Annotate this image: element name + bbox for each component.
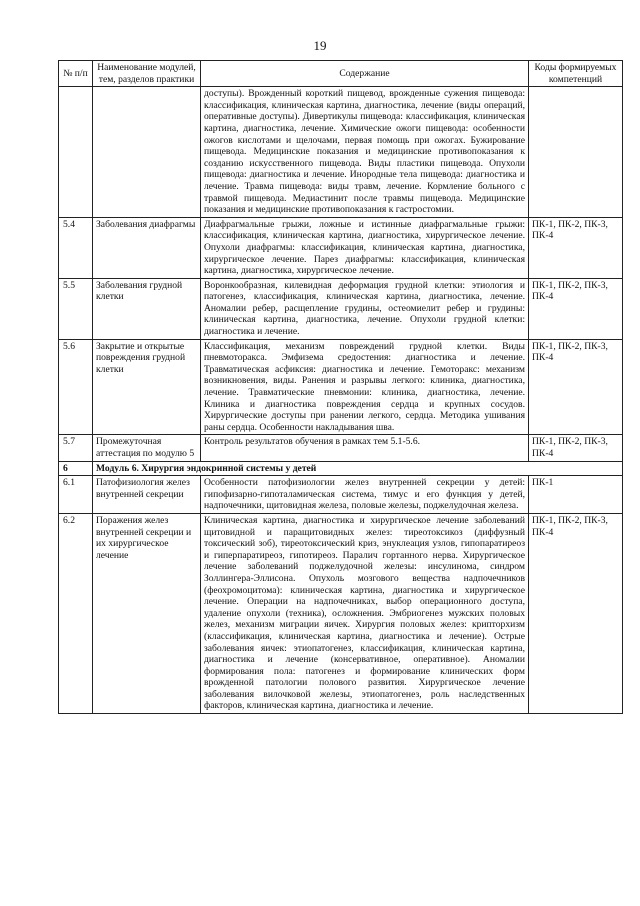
topic-name: Поражения желез внутренней секреции и их хирургическое лечение: [93, 513, 201, 713]
competence-codes: ПК-1, ПК-2, ПК-3, ПК-4: [529, 217, 623, 278]
topic-content: доступы). Врожденный короткий пищевод, врожденные сужения пищевода: классификация, клиническая картина, диагностика, лечение (виды операций, оперативные доступы). Дивертикулы пищевода: классификация, клиническая картина, диагностика, лечение. Химические ожоги пищевода: особенности ожогов кислотами и щелочами, первая помощь при ожогах. Бужирование пищевода. Медицинские показания и медицинские противопоказания к созданию искусственного пищевода. Виды пластики пищевода. Опухоли пищевода: диагностика и лечение. Инородные тела пищевода: диагностика и лечение. Травма пищевода: виды травм, лечение. Кормление больного с травмой пищевода. Медиастинит после травмы пищевода. Медицинские показания и медицинские противопоказания к гастростомии.: [201, 87, 529, 218]
table-row: [59, 339, 623, 435]
topic-num: [59, 87, 93, 218]
topic-name: Патофизиология желез внутренней секреции: [93, 476, 201, 514]
module-title: Модуль 6. Хирургия эндокринной системы у детей: [93, 461, 623, 476]
topic-num: 5.5: [59, 278, 93, 339]
header-codes: Коды формируемых компетенций: [529, 61, 623, 87]
table-row: [59, 278, 623, 339]
header-num: № п/п: [59, 61, 93, 87]
competence-codes: ПК-1, ПК-2, ПК-3, ПК-4: [529, 435, 623, 461]
module-row: [59, 461, 623, 476]
topic-name: Закрытие и открытые повреждения грудной клетки: [93, 339, 201, 435]
competence-codes: ПК-1, ПК-2, ПК-3, ПК-4: [529, 513, 623, 713]
competence-codes: ПК-1: [529, 476, 623, 514]
competence-codes: ПК-1, ПК-2, ПК-3, ПК-4: [529, 339, 623, 435]
header-name: Наименование модулей, тем, разделов практики: [93, 61, 201, 87]
topic-num: 5.4: [59, 217, 93, 278]
topic-name: [93, 87, 201, 218]
topic-num: 6.1: [59, 476, 93, 514]
table-row: [59, 217, 623, 278]
topic-num: 6.2: [59, 513, 93, 713]
table-row: [59, 435, 623, 461]
topic-content: Диафрагмальные грыжи, ложные и истинные диафрагмальные грыжи: классификация, клиническая картина, диагностика, хирургическое лечение. Опухоли диафрагмы: классификация, клиническая картина, диагностика, хирургическое лечение. Парез диафрагмы: классификация, клиническая картина, диагностика, хирургическое лечение.: [201, 217, 529, 278]
topic-content: Клиническая картина, диагностика и хирургическое лечение заболеваний щитовидной и паращитовидных желез: тиреотоксикоз (диффузный токсический зоб), тиреотоксический криз, энуклеация узлов, гипопаратиреоз и гиперпаратиреоз, гипотиреоз. Паралич гортанного нерва. Хирургическое лечение заболеваний поджелудочной железы: инсулинома, синдром Золлингера-Эллисона. Опухоль мозгового вещества надпочечников (феохромоцитома): клиническая картина, диагностика и хирургическое лечение. Операции на надпочечниках, выбор операционного доступа, удаление опухоли (техника), осложнения. Эмбриогенез мужских половых желез, механизм миграции яичек. Хирургия половых желез: крипторхизм (классификация, клиническая картина, диагностика и лечение). Острые заболевания яичек: этиопатогенез, классификация, клиническая картина, диагностика и лечение (консервативное, оперативное). Аномалии формирования пола: патогенез и формирование клинических форм врожденной патологии полового развития. Хирургическое лечение заболевания вилочковой железы, этиопатогенез, роль наследственных факторов, клиническая картина, диагностика и лечение.: [201, 513, 529, 713]
competence-codes: [529, 87, 623, 218]
module-num: 6: [59, 461, 93, 476]
competence-codes: ПК-1, ПК-2, ПК-3, ПК-4: [529, 278, 623, 339]
table-row: [59, 476, 623, 514]
topic-content: Особенности патофизиологии желез внутренней секреции у детей: гипофизарно-гипоталамическая система, тимус и его функция у детей, надпочечники, щитовидная железа, половые железы, поджелудочная железа.: [201, 476, 529, 514]
table-header-row: [59, 61, 623, 87]
topic-content: Воронкообразная, килевидная деформация грудной клетки: этиология и патогенез, классификация, клиническая картина, диагностика, лечение. Аномалии ребер, расщепление грудины, остеомиелит ребер и грудины: клиническая картина, диагностика, лечение. Опухоли грудной клетки: диагностика и лечение.: [201, 278, 529, 339]
topic-name: Промежуточная аттестация по модулю 5: [93, 435, 201, 461]
header-content: Содержание: [201, 61, 529, 87]
curriculum-table: [58, 60, 623, 714]
topic-name: Заболевания диафрагмы: [93, 217, 201, 278]
topic-num: 5.7: [59, 435, 93, 461]
topic-content: Контроль результатов обучения в рамках тем 5.1-5.6.: [201, 435, 529, 461]
page-number: 19: [313, 38, 327, 53]
topic-name: Заболевания грудной клетки: [93, 278, 201, 339]
topic-num: 5.6: [59, 339, 93, 435]
table-row: [59, 513, 623, 713]
table-body: [59, 87, 623, 714]
topic-content: Классификация, механизм повреждений грудной клетки. Виды пневмоторакса. Эмфизема средостения: диагностика и лечение. Травматическая асфиксия: диагностика и лечение. Гемоторакс: механизм возникновения, виды. Ранения и разрывы легкого: клиника, диагностика, лечение. Травматические пневмонии: клиника, диагностика, лечение. Клиника и диагностика повреждения сердца и крупных сосудов. Хирургические доступы при ранении легкого, сердца. Методика ушивания раны сердца. Особенности накладывания шва.: [201, 339, 529, 435]
table-row: [59, 87, 623, 218]
